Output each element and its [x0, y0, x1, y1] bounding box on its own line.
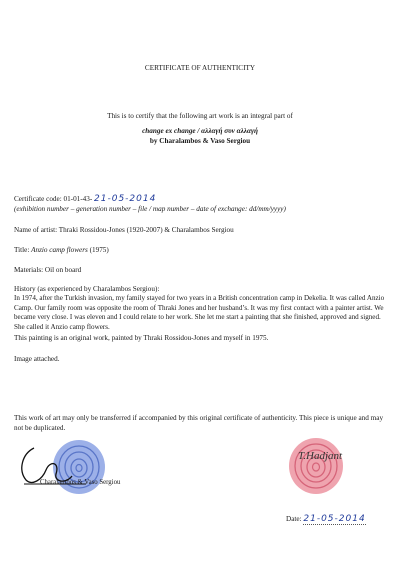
image-attached: Image attached. — [14, 355, 60, 363]
handwritten-code-date: 21-05-2014 — [94, 194, 157, 204]
signatory-name: Charalambos & Vaso Sergiou — [40, 479, 121, 486]
certificate-heading: CERTIFICATE OF AUTHENTICITY — [144, 64, 256, 72]
exhibition-title: change ex change / αλλαγή συν αλλαγή — [142, 127, 258, 135]
handwritten-date: 21-05-2014 — [303, 514, 366, 524]
date-label: Date: — [286, 515, 302, 523]
red-fingerprint — [286, 436, 346, 496]
intro-text: This is to certify that the following art work is an integral part of — [107, 112, 293, 120]
certificate-code-label: Certificate code: 01-01-43- — [14, 195, 93, 203]
artist-name: Name of artist: Thraki Rossidou-Jones (1920-2007) & Charalambos Sergiou — [14, 226, 234, 234]
certificate-code — [14, 195, 156, 205]
date-field — [286, 515, 366, 525]
title-label: Title: — [14, 246, 32, 254]
right-signature: T.Hadjant — [298, 450, 343, 462]
title-year: (1975) — [87, 246, 109, 254]
materials: Materials: Oil on board — [14, 266, 82, 274]
certificate-code-note: (exhibition number – generation number – file / map number – date of exchange: dd/mm/yyyy) — [14, 205, 286, 213]
title-value: Anzio camp flowers — [31, 246, 88, 254]
history-heading: History (as experienced by Charalambos Sergiou): — [14, 285, 160, 293]
history-text: In 1974, after the Turkish invasion, my family stayed for two years in a British concentration camp in Dekelia. It was called Anzio Camp. Our family room was opposite the room of Thraki Jones and her husband’s. It was my first contact with a painter artist. We became very close. I was eleven and I could relate to her work. She let me start a painting that she finished, approved and signed. She called it Anzio camp flowers. — [14, 294, 385, 331]
exhibition-artists: by Charalambos & Vaso Sergiou — [149, 137, 251, 145]
transfer-notice: This work of art may only be transferred if accompanied by this original certificate of authenticity. This piece is unique and may not be duplicated. — [14, 414, 384, 432]
original-statement: This painting is an original work, painted by Thraki Rossidou-Jones and myself in 1975. — [14, 334, 269, 342]
artwork-title — [14, 246, 109, 256]
